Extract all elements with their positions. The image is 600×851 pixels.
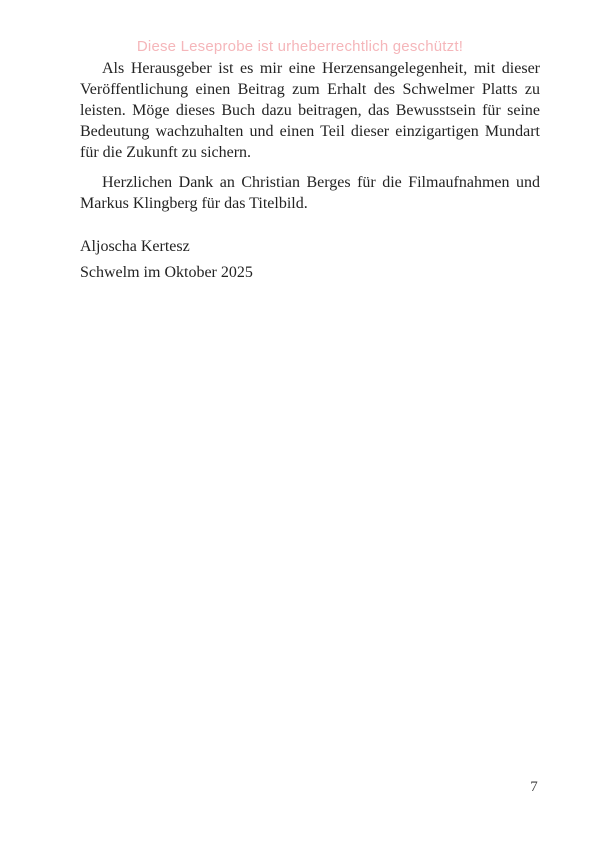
body-text — [80, 58, 540, 288]
signature-block — [80, 236, 540, 283]
paragraph-acknowledgements: Herzlichen Dank an Christian Berges für die Filmaufnahmen und Markus Klingberg für das Titelbild. — [80, 174, 540, 212]
paragraph-foreword: Als Herausgeber ist es mir eine Herzensangelegenheit, mit dieser Veröffentlichung einen Beitrag zum Erhalt des Schwelmer Platts zu leisten. Möge dieses Buch dazu beitragen, das Bewusstsein für seine Bedeutung wachzuhalten und einen Teil dieser einzigartigen Mundart für die Zukunft zu sichern. — [80, 60, 540, 161]
author-name: Aljoscha Kertesz — [80, 238, 190, 255]
place-date: Schwelm im Oktober 2025 — [80, 264, 253, 281]
page-number: 7 — [530, 779, 538, 795]
copyright-watermark: Diese Leseprobe ist urheberrechtlich geschützt! — [136, 38, 464, 55]
